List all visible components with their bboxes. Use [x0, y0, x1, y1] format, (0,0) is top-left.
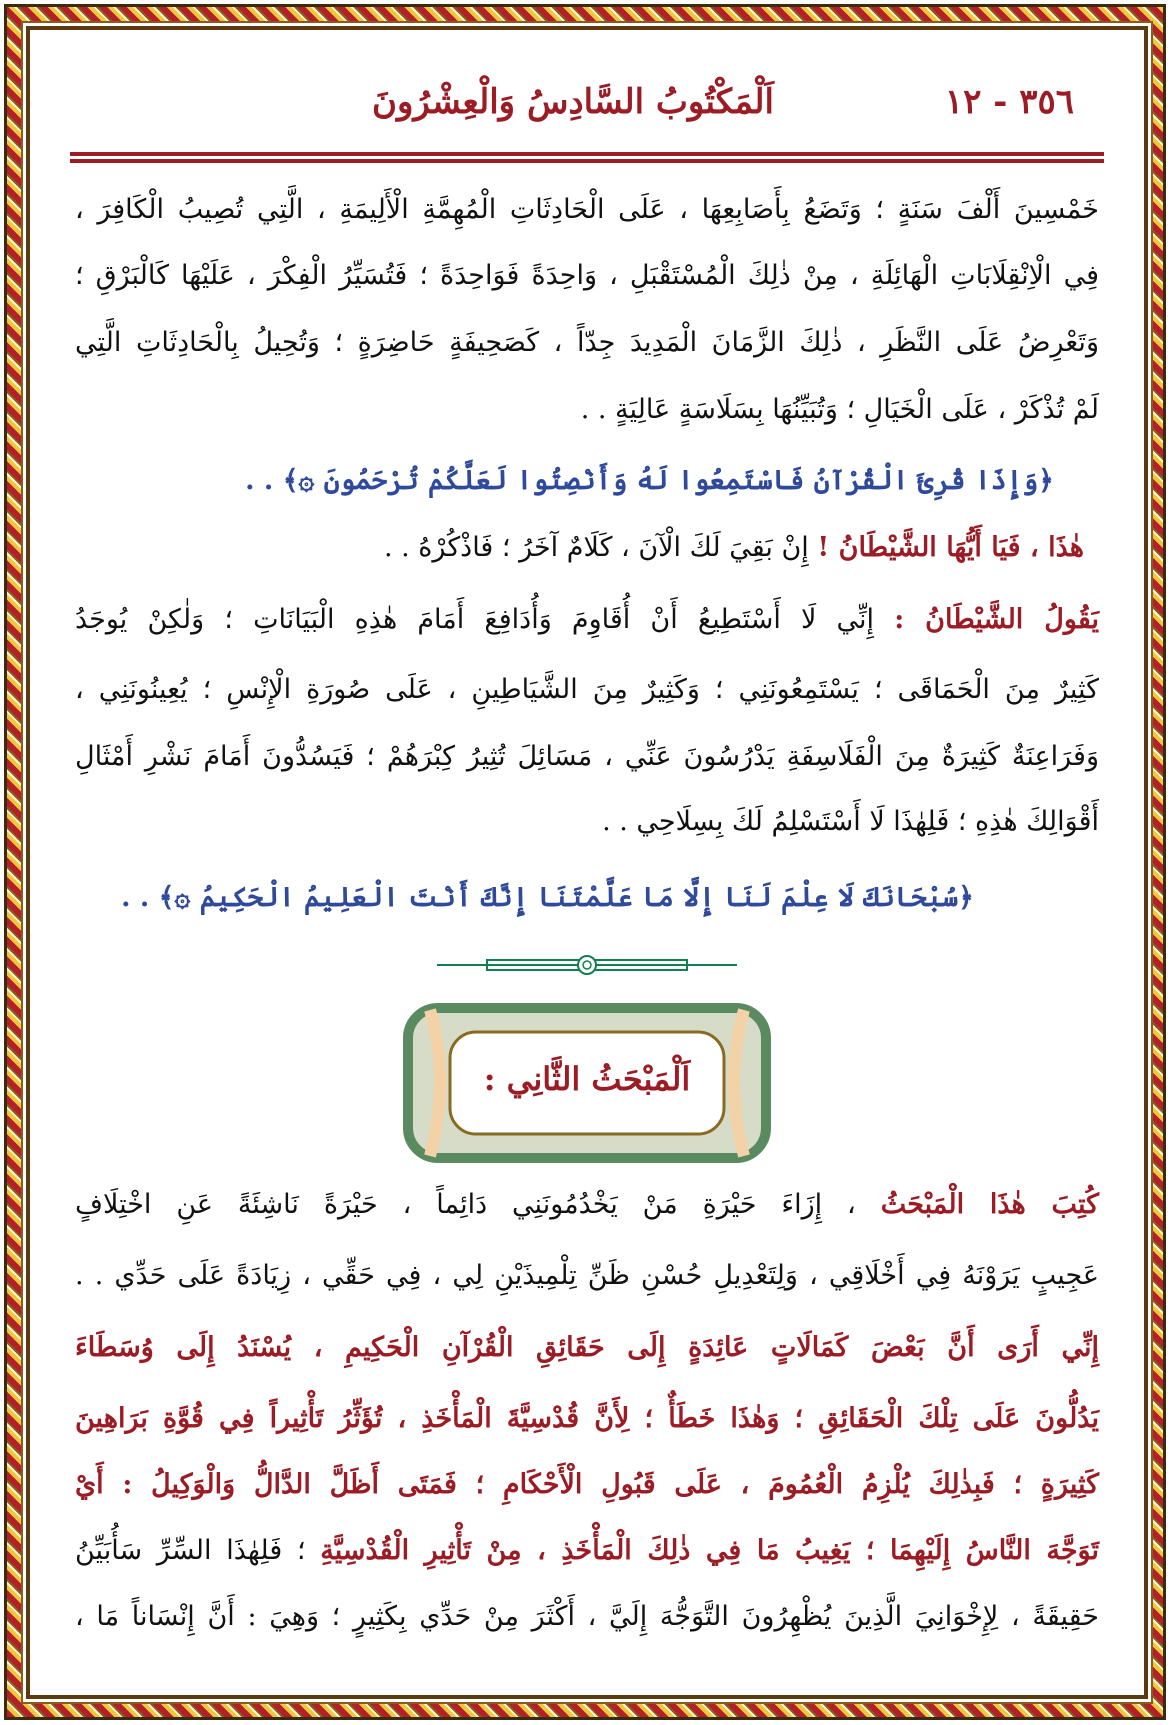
highlight: هٰذَا ، فَيَا أَيُّهَا الشَّيْطَانُ ! — [817, 532, 1084, 563]
text-line: إِنِّي أَرَى أَنَّ بَعْضَ كَمَالَاتٍ عَائِدَةٍ إِلَى حَقَائِقِ الْقُرْآنِ الْحَكِيمِ ، يُسْنَدُ إِلَى وُسَطَاءَ — [75, 1332, 1099, 1363]
quran-verse: ﴿وَإِذَا قُرِئَ الْقُرْآنُ فَاسْتَمِعُوا لَهُ وَأَنْصِتُوا لَعَلَّكُمْ تُرْحَمُونَ ۞﴾ . . — [245, 465, 1054, 496]
text-line — [75, 528, 1084, 568]
highlight: يَقُولُ الشَّيْطَانُ : — [894, 604, 1100, 635]
highlight: كُتِبَ هٰذَا الْمَبْحَثُ — [880, 1189, 1100, 1220]
text-line — [75, 1531, 1099, 1571]
text-line: كَثِيرٌ مِنَ الْحَمَاقَى ؛ يَسْتَمِعُونَنِي ؛ وَكَثِيرٌ مِنَ الشَّيَاطِينِ ، عَلَى صُورَةِ الْإِنْسِ ؛ يُعِينُونَنِي ، — [75, 674, 1099, 705]
text-line: حَقِيقَةً ، لِإِخْوَانِيَ الَّذِينَ يُظْهِرُونَ التَّوَجُّهَ إِلَيَّ ، أَكْثَرَ مِنْ حَدِّي بِكَثِيرٍ ؛ وَهِيَ : أَنَّ إِنْسَاناً مَا ، — [75, 1601, 1099, 1632]
text-line — [75, 1185, 1099, 1225]
text-line: لَمْ تُذْكَرْ ، عَلَى الْخَيَالِ ؛ وَتُبَيِّنُهَا بِسَلَاسَةٍ عَالِيَةٍ . . — [580, 394, 1099, 425]
chapter-title: اَلْمَكْتُوبُ السَّادِسُ وَالْعِشْرُونَ — [372, 82, 774, 122]
text-line: أَقْوَالِكَ هٰذِهِ ؛ فَلِهٰذَا لَا أَسْتَسْلِمُ لَكَ بِسِلَاحِي . . — [602, 806, 1099, 837]
page-header — [70, 82, 1104, 142]
text-line: يَدُلُّونَ عَلَى تِلْكَ الْحَقَائِقِ ؛ وَهٰذَا خَطَأٌ ؛ لِأَنَّ قُدْسِيَّةَ الْمَأْخَذِ ، تُؤَثِّرُ تَأْثِيراً فِي قُوَّةِ بَرَاهِينَ — [75, 1403, 1099, 1434]
highlight: تَوَجَّهَ النَّاسُ إِلَيْهِمَا ؛ يَغِيبُ مَا فِي ذٰلِكَ الْمَأْخَذِ ، مِنْ تَأْثِيرِ الْقُدْسِيَّةِ — [320, 1535, 1100, 1566]
text: ، إِزَاءَ حَيْرَةِ مَنْ يَخْدُمُونَنِي دَائِماً ، حَيْرَةً نَاشِئَةً عَنِ اخْتِلَافٍ — [75, 1189, 881, 1220]
text-line: كَثِيرَةٍ ؛ فَبِذٰلِكَ يُلْزِمُ الْعُمُومَ ، عَلَى قَبُولِ الْأَحْكَامِ ؛ فَمَتَى أَظَلَّ الدَّالُّ وَالْوَكِيلُ : أَيْ — [75, 1469, 1099, 1500]
section-title: اَلْمَبْحَثُ الثَّانِي : — [483, 1060, 691, 1098]
page-number: ٣٥٦ - ١٢ — [944, 82, 1074, 122]
text: إِنِّي لَا أَسْتَطِيعُ أَنْ أُقَاوِمَ وَأُدَافِعَ أَمَامَ هٰذِهِ الْبَيَانَاتِ ؛ وَلٰكِنْ يُوجَدُ — [75, 604, 895, 635]
text: إِنْ بَقِيَ لَكَ الْآنَ ، كَلَامٌ آخَرُ ؛ فَاذْكُرْهُ . . — [383, 532, 818, 563]
text: ؛ فَلِهٰذَا السِّرِّ سَأُبَيِّنُ — [75, 1535, 321, 1566]
header-rule — [70, 152, 1104, 156]
text-line: خَمْسِينَ أَلْفَ سَنَةٍ ؛ وَتَضَعُ بِأَصَابِعِهَا ، عَلَى الْحَادِثَاتِ الْمُهِمَّةِ الْأَلِيمَةِ ، الَّتِي تُصِيبُ الْكَافِرَ ، — [75, 194, 1099, 225]
quran-verse: ﴿سُبْحَانَكَ لَا عِلْمَ لَنَا إِلَّا مَا عَلَّمْتَنَا إِنَّكَ أَنْتَ الْعَلِيمُ الْحَكِيمُ ۞﴾ . . — [121, 882, 974, 913]
text-line: فِي الْاِنْقِلَابَاتِ الْهَائِلَةِ ، مِنْ ذٰلِكَ الْمُسْتَقْبَلِ ، وَاحِدَةً فَوَاحِدَةً ؛ فَتُسَيِّرُ الْفِكْرَ ، عَلَيْهَا كَالْبَرْقِ ؛ — [75, 260, 1099, 291]
text-line: وَفَرَاعِنَةٌ كَثِيرَةٌ مِنَ الْفَلَاسِفَةِ يَدْرُسُونَ عَنِّي ، مَسَائِلَ تُثِيرُ كِبْرَهُمْ ؛ فَيَسُدُّونَ أَمَامَ نَشْرِ أَمْثَالِ — [75, 741, 1099, 772]
text-line — [75, 600, 1099, 640]
ornament-divider-icon — [437, 955, 737, 975]
text-line: عَجِيبٍ يَرَوْنَهُ فِي أَخْلَاقِي ، وَلِتَعْدِيلِ حُسْنِ ظَنِّ تِلْمِيذَيْنِ لِي ، فِي حَقِّي ، زِيَادَةً عَلَى حَدِّي . . — [75, 1260, 1099, 1291]
text-line: وَتَعْرِضُ عَلَى النَّظَرِ ، ذٰلِكَ الزَّمَانَ الْمَدِيدَ جِدّاً ، كَصَحِيفَةٍ حَاضِرَةٍ ؛ وَتُحِيلُ بِالْحَادِثَاتِ الَّتِي — [75, 327, 1099, 358]
